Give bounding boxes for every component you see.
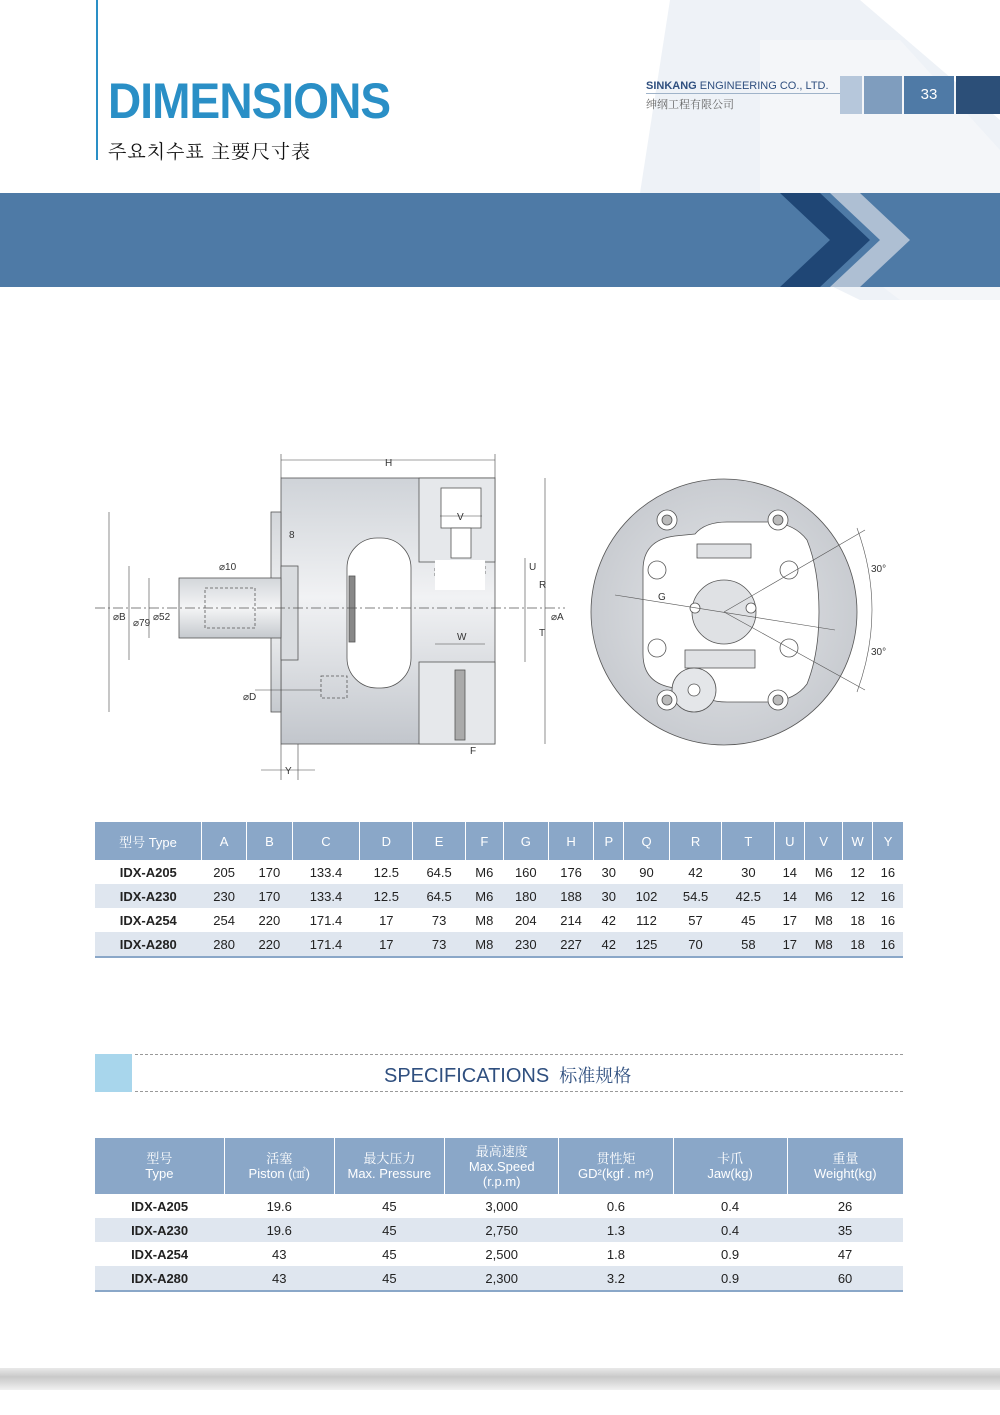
spec-col-header-line: 贯性矩	[596, 1151, 636, 1166]
value-cell: 1.3	[559, 1218, 673, 1242]
col-header-a: A	[202, 822, 247, 860]
spec-col-header-line: GD²(kgf . m²)	[578, 1166, 654, 1181]
value-cell: 42	[594, 908, 624, 932]
col-header-type: 型号 Type	[95, 822, 202, 860]
header-block-2	[864, 76, 902, 114]
dim-label-t: T	[539, 628, 546, 639]
spec-title-cn: 标准规格	[559, 1066, 632, 1086]
col-header-r: R	[669, 822, 722, 860]
value-cell: M6	[805, 884, 843, 908]
value-cell: 90	[624, 860, 669, 884]
model-cell: IDX-A254	[95, 1242, 224, 1266]
value-cell: M8	[805, 932, 843, 957]
value-cell: 43	[224, 1266, 334, 1291]
dim-label-r: R	[539, 580, 547, 591]
value-cell: 1.8	[559, 1242, 673, 1266]
band-chevron-icon	[760, 193, 1000, 287]
value-cell: 45	[334, 1218, 444, 1242]
value-cell: 230	[503, 932, 548, 957]
value-cell: M6	[466, 884, 504, 908]
value-cell: 60	[787, 1266, 903, 1291]
table-row	[95, 908, 903, 932]
value-cell: 45	[334, 1266, 444, 1291]
table-row	[95, 1218, 903, 1242]
value-cell: 30	[594, 860, 624, 884]
value-cell: 0.9	[673, 1242, 787, 1266]
value-cell: 42.5	[722, 884, 775, 908]
dim-label-angle-bottom: 30°	[871, 647, 887, 658]
value-cell: 170	[247, 860, 292, 884]
company-rule	[646, 93, 846, 94]
front-view	[591, 479, 872, 745]
value-cell: 16	[873, 884, 903, 908]
value-cell: 102	[624, 884, 669, 908]
value-cell: 180	[503, 884, 548, 908]
header-accent-line	[96, 0, 98, 160]
dim-label-g: G	[658, 592, 666, 603]
spec-col-header-line: 卡爪	[717, 1151, 744, 1166]
dim-label-w: W	[457, 632, 467, 643]
value-cell: 19.6	[224, 1194, 334, 1218]
value-cell: 12	[843, 860, 873, 884]
value-cell: 12.5	[360, 860, 413, 884]
dim-label-phi-10: ⌀10	[219, 562, 237, 573]
col-header-v: V	[805, 822, 843, 860]
value-cell: 30	[594, 884, 624, 908]
spec-accent-square	[95, 1054, 132, 1092]
value-cell: 220	[247, 908, 292, 932]
spec-col-header	[787, 1138, 903, 1194]
footer-bar	[0, 1368, 1000, 1390]
dim-label-phi-a: ⌀A	[551, 612, 564, 623]
table-row	[95, 1266, 903, 1291]
value-cell: 73	[413, 908, 466, 932]
dimensions-table	[95, 822, 903, 958]
value-cell: 0.4	[673, 1194, 787, 1218]
value-cell: 2,750	[445, 1218, 559, 1242]
value-cell: 17	[360, 932, 413, 957]
table-row	[95, 884, 903, 908]
value-cell: 19.6	[224, 1218, 334, 1242]
value-cell: M8	[466, 908, 504, 932]
spec-col-header-line: 活塞	[266, 1151, 293, 1166]
value-cell: 64.5	[413, 860, 466, 884]
dimensions-table-header	[95, 822, 903, 860]
value-cell: 0.4	[673, 1218, 787, 1242]
dim-label-y: Y	[285, 766, 292, 777]
spec-col-header-line: 重量	[832, 1151, 859, 1166]
value-cell: M6	[466, 860, 504, 884]
value-cell: 14	[775, 884, 805, 908]
company-name-bold: SINKANG	[646, 80, 697, 92]
company-name	[646, 80, 829, 92]
dim-label-u: U	[529, 562, 537, 573]
value-cell: 112	[624, 908, 669, 932]
value-cell: 30	[722, 860, 775, 884]
spec-col-header-line: Max.Speed	[468, 1158, 535, 1174]
value-cell: 57	[669, 908, 722, 932]
spec-col-header-line: Max. Pressure	[347, 1166, 432, 1181]
value-cell: 133.4	[292, 860, 360, 884]
value-cell: 2,500	[445, 1242, 559, 1266]
spec-col-header-line: 型号	[146, 1151, 173, 1166]
value-cell: 12.5	[360, 884, 413, 908]
dim-label-v: V	[457, 512, 464, 523]
value-cell: 214	[548, 908, 593, 932]
model-cell: IDX-A280	[95, 932, 202, 957]
value-cell: M8	[466, 932, 504, 957]
spec-col-header-line: Piston (㎠)	[248, 1166, 310, 1181]
value-cell: 280	[202, 932, 247, 957]
value-cell: 70	[669, 932, 722, 957]
col-header-p: P	[594, 822, 624, 860]
value-cell: 35	[787, 1218, 903, 1242]
table-row	[95, 932, 903, 957]
value-cell: 42	[594, 932, 624, 957]
spec-divider-top	[135, 1054, 903, 1055]
page-number: 33	[904, 76, 954, 114]
value-cell: 170	[247, 884, 292, 908]
col-header-t: T	[722, 822, 775, 860]
spec-col-header-line: Jaw(kg)	[707, 1166, 753, 1181]
value-cell: 3,000	[445, 1194, 559, 1218]
value-cell: 171.4	[292, 932, 360, 957]
col-header-e: E	[413, 822, 466, 860]
value-cell: 54.5	[669, 884, 722, 908]
value-cell: 17	[775, 932, 805, 957]
model-cell: IDX-A205	[95, 860, 202, 884]
value-cell: 26	[787, 1194, 903, 1218]
table-row	[95, 1194, 903, 1218]
col-header-w: W	[843, 822, 873, 860]
dim-label-phi-d: ⌀D	[243, 692, 257, 703]
col-header-d: D	[360, 822, 413, 860]
value-cell: 18	[843, 932, 873, 957]
dim-label-phi-52: ⌀52	[153, 612, 171, 623]
value-cell: 45	[334, 1194, 444, 1218]
page-title: DIMENSIONS	[108, 73, 391, 129]
value-cell: 205	[202, 860, 247, 884]
model-cell: IDX-A230	[95, 1218, 224, 1242]
dim-label-angle-top: 30°	[871, 564, 887, 575]
header-block-4	[956, 76, 1000, 114]
value-cell: 3.2	[559, 1266, 673, 1291]
value-cell: 133.4	[292, 884, 360, 908]
page-subtitle: 주요치수표 主要尺寸表	[108, 142, 312, 163]
col-header-y: Y	[873, 822, 903, 860]
value-cell: 171.4	[292, 908, 360, 932]
technical-drawing	[95, 440, 905, 785]
dim-label-phi-79: ⌀79	[133, 618, 151, 629]
specifications-table-header	[95, 1138, 903, 1194]
value-cell: 2,300	[445, 1266, 559, 1291]
value-cell: 17	[360, 908, 413, 932]
value-cell: 188	[548, 884, 593, 908]
value-cell: 14	[775, 860, 805, 884]
value-cell: 176	[548, 860, 593, 884]
spec-col-header-line: Weight(kg)	[814, 1166, 877, 1181]
value-cell: 160	[503, 860, 548, 884]
model-cell: IDX-A230	[95, 884, 202, 908]
value-cell: M6	[805, 860, 843, 884]
value-cell: 204	[503, 908, 548, 932]
value-cell: 43	[224, 1242, 334, 1266]
col-header-b: B	[247, 822, 292, 860]
col-header-f: F	[466, 822, 504, 860]
company-name-cn: 绅纲工程有限公司	[646, 98, 734, 111]
value-cell: 12	[843, 884, 873, 908]
spec-col-header	[559, 1138, 673, 1194]
value-cell: 42	[669, 860, 722, 884]
dim-label-f: F	[470, 746, 477, 757]
value-cell: 45	[722, 908, 775, 932]
value-cell: 64.5	[413, 884, 466, 908]
dim-label-h: H	[385, 458, 393, 469]
specifications-table	[95, 1138, 903, 1292]
model-cell: IDX-A254	[95, 908, 202, 932]
col-header-q: Q	[624, 822, 669, 860]
col-header-g: G	[503, 822, 548, 860]
value-cell: 125	[624, 932, 669, 957]
col-header-h: H	[548, 822, 593, 860]
model-cell: IDX-A205	[95, 1194, 224, 1218]
spec-title	[384, 1062, 631, 1088]
spec-col-header	[224, 1138, 334, 1194]
table-row	[95, 860, 903, 884]
value-cell: 45	[334, 1242, 444, 1266]
company-name-rest: ENGINEERING CO., LTD.	[696, 80, 829, 92]
spec-col-header	[334, 1138, 444, 1194]
spec-col-header	[673, 1138, 787, 1194]
value-cell: 16	[873, 908, 903, 932]
spec-col-header-line: Type	[145, 1166, 174, 1181]
value-cell: 16	[873, 860, 903, 884]
value-cell: 58	[722, 932, 775, 957]
col-header-c: C	[292, 822, 360, 860]
spec-col-header	[445, 1138, 559, 1194]
dim-label-phi-b: ⌀B	[113, 612, 126, 623]
value-cell: 16	[873, 932, 903, 957]
value-cell: 0.9	[673, 1266, 787, 1291]
header-block-1	[840, 76, 862, 114]
value-cell: 0.6	[559, 1194, 673, 1218]
model-cell: IDX-A280	[95, 1266, 224, 1291]
value-cell: 17	[775, 908, 805, 932]
spec-title-en: SPECIFICATIONS	[384, 1065, 550, 1087]
value-cell: 230	[202, 884, 247, 908]
side-view	[95, 478, 565, 744]
spec-col-header	[95, 1138, 224, 1194]
value-cell: M8	[805, 908, 843, 932]
dim-label-8: 8	[289, 530, 295, 541]
spec-col-header-line: 最大压力	[363, 1151, 416, 1166]
spec-col-header-line: (r.p.m)	[482, 1173, 521, 1189]
value-cell: 73	[413, 932, 466, 957]
spec-divider-bottom	[135, 1091, 903, 1092]
value-cell: 47	[787, 1242, 903, 1266]
value-cell: 254	[202, 908, 247, 932]
table-row	[95, 1242, 903, 1266]
value-cell: 220	[247, 932, 292, 957]
value-cell: 227	[548, 932, 593, 957]
spec-col-header-line: 最高速度	[475, 1143, 528, 1159]
col-header-u: U	[775, 822, 805, 860]
value-cell: 18	[843, 908, 873, 932]
